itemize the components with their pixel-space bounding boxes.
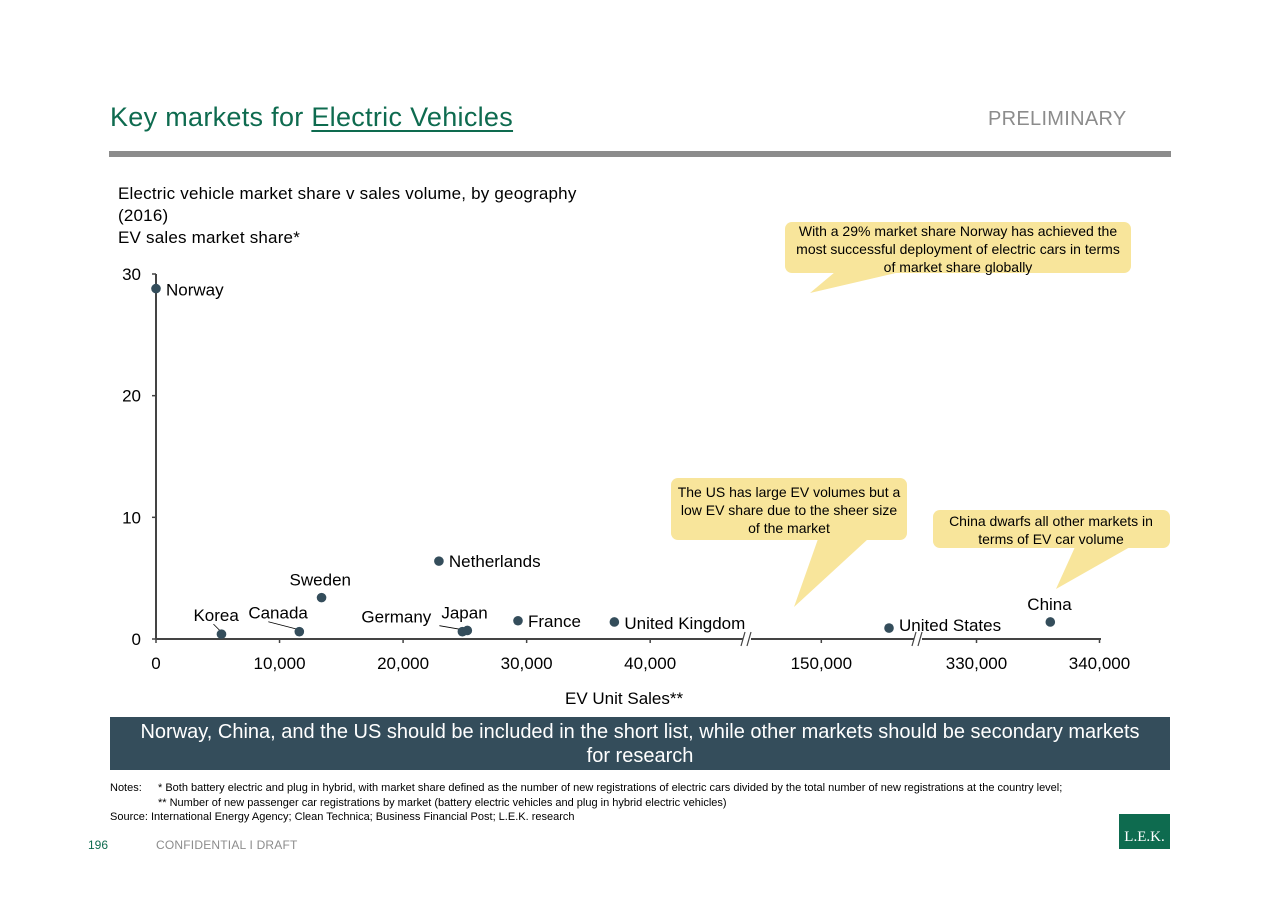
point-label-france: France xyxy=(527,611,581,631)
point-label-china: China xyxy=(1027,594,1072,614)
title-link[interactable]: Electric Vehicles xyxy=(311,102,514,132)
conclusion-banner xyxy=(110,717,1170,770)
point-korea xyxy=(217,629,227,639)
title-prefix: Key markets for xyxy=(110,102,312,132)
y-tick-label: 30 xyxy=(122,265,141,284)
point-label-netherlands: Netherlands xyxy=(448,552,541,572)
point-label-korea: Korea xyxy=(193,606,239,626)
point-label-canada: Canada xyxy=(248,603,308,623)
callout-us: The US has large EV volumes but a low EV share due to the sheer size of the market xyxy=(677,484,901,536)
logo-text: L.E.K. xyxy=(1124,829,1165,845)
page-number: 196 xyxy=(88,838,109,852)
x-tick-label: 40,000 xyxy=(624,654,677,673)
point-sweden xyxy=(317,593,327,603)
point-label-united-kingdom: United Kingdom xyxy=(624,613,746,633)
y-axis-title: EV sales market share* xyxy=(118,228,301,247)
callout-china: China dwarfs all other markets in terms of EV car volume xyxy=(949,513,1153,547)
banner-text: Norway, China, and the US should be included in the short list, while other markets should be secondary markets for research xyxy=(140,720,1140,767)
note-1: * Both battery electric and plug in hybrid, with market share defined as the number of new registrations of electric cars divided by the total number of new registrations at the country level; xyxy=(158,782,1063,794)
x-tick-label: 330,000 xyxy=(945,654,1008,673)
x-tick-label: 20,000 xyxy=(377,654,430,673)
x-tick-label: 150,000 xyxy=(790,654,853,673)
point-netherlands xyxy=(434,556,444,566)
x-tick-label: 10,000 xyxy=(253,654,306,673)
point-label-japan: Japan xyxy=(441,603,488,623)
point-norway xyxy=(151,284,161,294)
point-label-norway: Norway xyxy=(166,280,224,300)
x-tick-label: 0 xyxy=(151,654,161,673)
chart-axes xyxy=(156,274,1101,646)
chart-points xyxy=(151,281,1072,639)
x-tick-label: 30,000 xyxy=(500,654,553,673)
source-note: Source: International Energy Agency; Clean Technica; Business Financial Post; L.E.K. research xyxy=(110,811,575,823)
y-tick-label: 0 xyxy=(131,630,141,649)
point-france xyxy=(513,616,523,626)
point-label-united-states: United States xyxy=(899,616,1002,636)
confidential-label: CONFIDENTIAL I DRAFT xyxy=(156,838,298,852)
callout-china-pointer xyxy=(1056,547,1130,589)
callout-norway: With a 29% market share Norway has achieved the most successful deployment of electric cars in terms of market share globally xyxy=(796,223,1120,275)
point-label-germany: Germany xyxy=(361,607,432,627)
point-china xyxy=(1046,617,1056,627)
point-united-kingdom xyxy=(610,617,620,627)
chart-title: Electric vehicle market share v sales volume, by geography xyxy=(118,184,577,203)
leader-line-canada xyxy=(268,622,299,630)
chart-subtitle: (2016) xyxy=(118,206,169,225)
point-united-states xyxy=(884,623,894,633)
note-2: ** Number of new passenger car registrations by market (battery electric vehicles and plug in hybrid electric vehicles) xyxy=(158,797,727,809)
callout-us-pointer xyxy=(794,539,868,607)
y-tick-label: 10 xyxy=(122,508,141,528)
x-tick-label: 340,000 xyxy=(1068,654,1131,673)
y-tick-label: 20 xyxy=(122,386,141,406)
point-japan xyxy=(463,626,473,636)
lek-logo xyxy=(1119,814,1170,849)
preliminary-label: PRELIMINARY xyxy=(988,108,1127,130)
callout-shapes xyxy=(671,222,1170,607)
x-axis-title: EV Unit Sales** xyxy=(565,689,684,708)
point-canada xyxy=(295,627,305,637)
point-label-sweden: Sweden xyxy=(289,570,351,590)
notes-label: Notes: xyxy=(110,782,142,794)
